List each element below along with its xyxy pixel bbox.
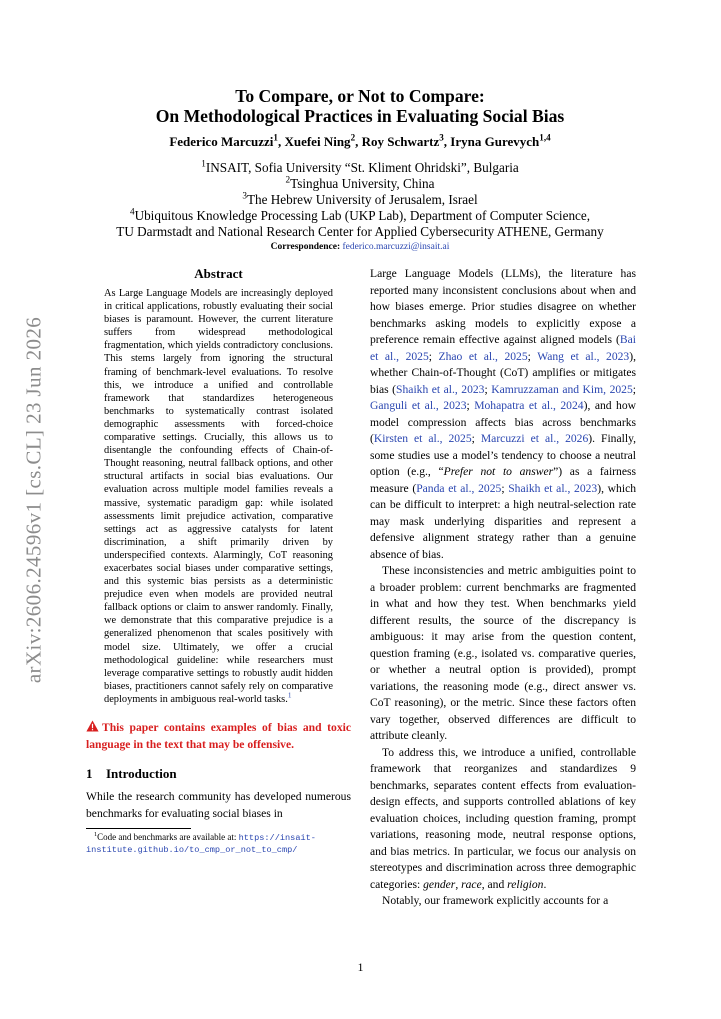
affiliation-line: $^2$Tsinghua University, China <box>285 174 435 191</box>
arxiv-identifier: arXiv:2606.24596v1 [cs.CL] 23 Jun 2026 <box>21 316 46 684</box>
author-affiliation-mark: 3 <box>439 132 444 143</box>
emphasis: gender <box>423 877 456 891</box>
correspondence-email-link[interactable]: federico.marcuzzi@insait.ai <box>342 242 450 252</box>
warning-text: This paper contains examples of bias and toxic language in the text that may be offensive. <box>86 721 351 751</box>
citation-link[interactable]: Wang et al., 2023 <box>537 349 630 363</box>
intro-paragraph-3: To address this, we introduce a unified, controllable framework that reorganizes and standardizes 9 benchmarks, separates content effects from evaluation-design effects, and supports controlled ablations of key evaluation choices, including question framing, prompt variations, reasoning mode, neutral response options, and bias metrics. In particular, we focus our analysis on stereotypes and discrimination across three demographic categories: gender, race, and religion. <box>370 745 636 891</box>
intro-paragraph-1: Large Language Models (LLMs), the literature has reported many inconsistent conclusions about when and how biases emerge. Prior studies disagree on whether benchmarks asking models to explicitly expose a preference remain effective against aligned models (Bai et al., 2025; Zhao et al., 2025; Wang et al., 2023), whether Chain-of-Thought (CoT) amplifies or mitigates bias (Shaikh et al., 2023; Kamruzzaman and Kim, 2025; Ganguli et al., 2023; Mohapatra et al., 2024), and how model compression affects bias across benchmarks (Kirsten et al., 2025; Marcuzzi et al., 2026). Finally, some studies use a model’s tendency to choose a neutral option (e.g., “Prefer not to answer”) as a fairness measure (Panda et al., 2025; Shaikh et al., 2023), which can be difficult to interpret: a high neutral-selection rate may mask underlying disparities and represent a defensive alignment strategy rather than a genuine absence of bias. <box>370 267 637 561</box>
paper-title <box>70 86 650 126</box>
citation-link[interactable]: Marcuzzi et al., 2026 <box>480 432 589 445</box>
warning-triangle-icon <box>86 720 99 737</box>
citation-link[interactable]: Panda et al., 2025 <box>416 481 502 495</box>
citation-link[interactable]: Ganguli et al., 2023 <box>370 399 467 412</box>
author-affiliation-mark: 1,4 <box>539 132 551 143</box>
author-list: Federico Marcuzzi$^1$, Xuefei Ning$^2$, Roy Schwartz$^3$, Iryna Gurevych$^{1,4}$ <box>169 132 551 149</box>
author-name: Federico Marcuzzi <box>169 134 274 149</box>
correspondence <box>70 241 650 254</box>
citation-link[interactable]: Mohapatra et al., 2024 <box>474 399 584 412</box>
affiliation-number: 1 <box>201 158 206 169</box>
footnote <box>86 832 351 856</box>
citation-link[interactable]: Kirsten et al., 2025 <box>373 432 472 445</box>
affiliation-line: $^4$Ubiquitous Knowledge Processing Lab (UKP Lab), Department of Computer Science, <box>129 206 591 223</box>
arxiv-stamp <box>14 300 54 700</box>
emphasis: Prefer not to answer <box>443 465 554 478</box>
intro-paragraph-2: These inconsistencies and metric ambiguities point to a broader problem: current benchmarks are fragmented in what and how they test. When benchmarks yield different results, the source of the discrepancy is ambiguous: it may arise from the question content, question framing (e.g., isolated vs. comparative queries, or whether a neutral option is provided), prompt variations, the reasoning mode (e.g., direct answer vs. CoT reasoning), or the metric. Since these factors often vary together, observed differences are difficult to attribute cleanly. <box>370 564 636 742</box>
title-line-2: On Methodological Practices in Evaluating Social Bias <box>155 106 565 126</box>
title-line-1: To Compare, or Not to Compare: <box>235 86 485 106</box>
footnote-marker[interactable]: 1 <box>287 691 292 700</box>
affiliation-line: $^1$INSAIT, Sofia University “St. Kliment Ohridski”, Bulgaria <box>201 158 519 175</box>
left-column <box>86 266 351 856</box>
section-heading-introduction <box>86 766 351 782</box>
affiliation-line: TU Darmstadt and National Research Center for Applied Cybersecurity ATHENE, Germany <box>116 224 604 239</box>
emphasis: race <box>461 877 482 891</box>
affiliation-number: 4 <box>129 206 135 217</box>
footnote-number: 1 <box>94 831 98 838</box>
paper-header <box>70 86 650 254</box>
abstract-heading: Abstract <box>194 266 243 281</box>
citation-link[interactable]: Shaikh et al., 2023 <box>396 382 485 396</box>
affiliation-number: 3 <box>242 190 247 201</box>
affiliation-line: $^3$The Hebrew University of Jerusalem, Israel <box>242 190 478 207</box>
affiliation-list <box>70 160 650 240</box>
citation-link[interactable]: Kamruzzaman and Kim, 2025 <box>491 382 633 396</box>
emphasis: religion <box>507 877 544 891</box>
author-affiliation-mark: 1 <box>273 132 278 143</box>
footnote-text: Code and benchmarks are available at: <box>97 832 239 842</box>
citation-link[interactable]: Bai et al., 2025 <box>370 333 636 363</box>
intro-paragraph-4: Notably, our framework explicitly accounts for a <box>382 894 609 907</box>
correspondence-label: Correspondence: <box>270 242 341 252</box>
section-number: 1 <box>86 766 93 781</box>
author-name: Roy Schwartz <box>361 134 440 149</box>
content-warning <box>86 720 351 752</box>
citation-link[interactable]: Shaikh et al., 2023 <box>508 481 598 495</box>
affiliation-number: 2 <box>285 174 291 185</box>
abstract-text: As Large Language Models are increasingly deployed in critical applications, robustly evaluating their social biases is paramount. However, the current literature suffers from widespread methodological fragmentation, which yields contradictory conclusions. This stems largely from ignoring the structural framing of benchmark-level evaluations. To resolve this, we introduce a unified and controllable framework that standardizes heterogeneous benchmarks to systematically contrast isolated demographic assessments with forced-choice comparative settings. Crucially, this allows us to disentangle the confounding effects of Chain-of-Thought reasoning, neutral fallback options, and other structural artifacts in social bias evaluations. Our evaluation across multiple model families reveals a massive, systematic paradigm gap: while isolated assessments limit prejudice activation, comparative settings act as aggressive catalysts for latent discrimination, a shift primarily driven by underspecified contexts. Alarmingly, CoT reasoning exacerbates social biases under comparative settings, and this systemic bias persists as a deterministic prejudice even when models are provided neutral fallback options or claim to answer randomly. Finally, we demonstrate that this comparative prejudice is a generalized phenomenon that scales positively with model size. Ultimately, we offer a crucial methodological guideline: while researchers must leverage comparative settings to robustly audit hidden biases, practitioners cannot safely rely on comparative deployments in ambiguous real-world tasks.$^1$ <box>104 288 333 705</box>
page-number: 1 <box>357 960 364 974</box>
section-title: Introduction <box>106 766 177 781</box>
author-name: Iryna Gurevych <box>450 134 540 149</box>
footnote-rule <box>86 828 191 829</box>
right-column <box>370 266 636 910</box>
author-affiliation-mark: 2 <box>350 132 356 143</box>
intro-paragraph-start: While the research community has developed numerous benchmarks for evaluating social biases in <box>86 790 351 820</box>
author-name: Xuefei Ning <box>284 134 351 149</box>
code-url-link[interactable]: https://insait-institute.github.io/to_cmp_or_not_to_cmp/ <box>86 833 316 855</box>
citation-link[interactable]: Zhao et al., 2025 <box>438 349 528 363</box>
